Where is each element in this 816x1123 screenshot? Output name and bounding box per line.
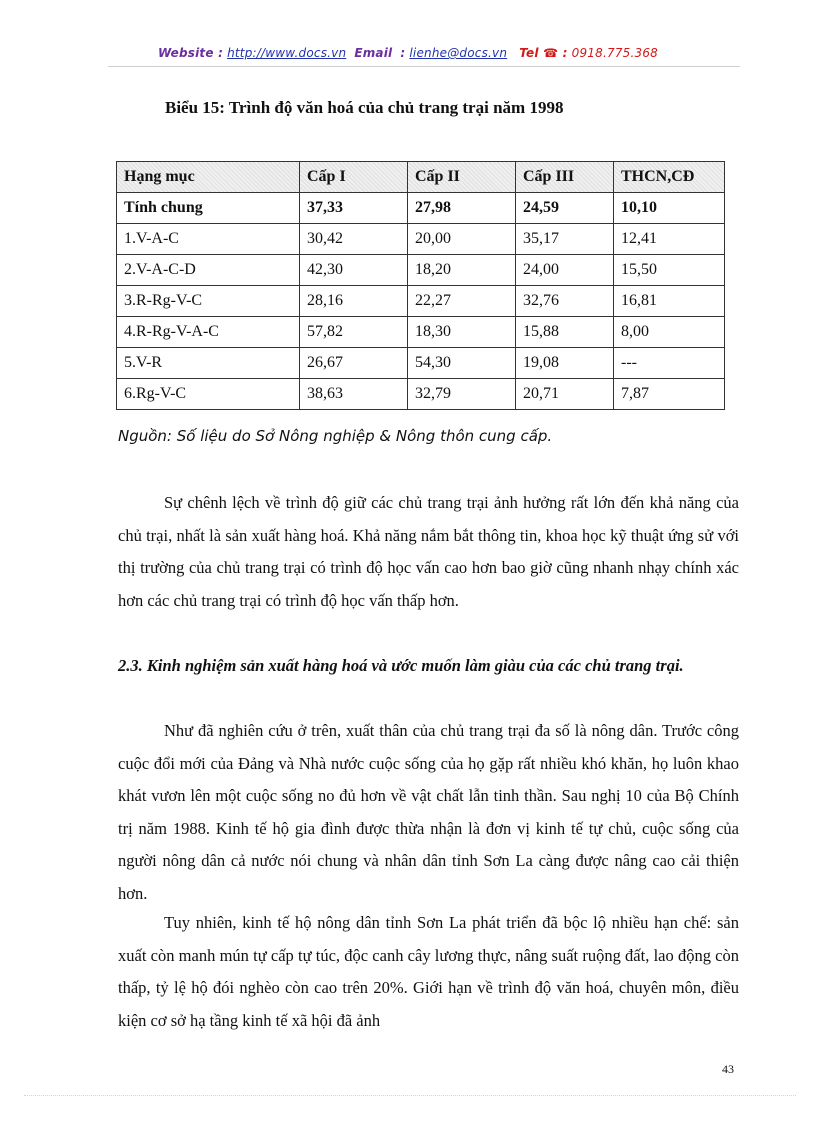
table-cell: 2.V-A-C-D [117,255,300,286]
table-cell: 4.R-Rg-V-A-C [117,317,300,348]
table-cell: 7,87 [614,379,725,410]
table-cell: 19,08 [516,348,614,379]
paragraph-2: Như đã nghiên cứu ở trên, xuất thân của chủ trang trại đa số là nông dân. Trước công cuộc đổi mới của Đảng và Nhà nước cuộc sống của họ gặp rất nhiều khó khăn, họ luôn khao khát vươn lên một cuộc sống no đủ hơn về vật chất lẫn tinh thần. Sau nghị 10 của Bộ Chính trị năm 1988. Kinh tế hộ gia đình được thừa nhận là đơn vị kinh tế tự chủ, cuộc sống của người nông dân cả nước nói chung và nhân dân tỉnh Sơn La càng được nâng cao cải thiện hơn. [118,721,739,903]
tel-value: 0918.775.368 [571,46,659,60]
table-cell: 26,67 [300,348,408,379]
table-cell: 24,59 [516,193,614,224]
table-source-note: Nguồn: Số liệu do Sở Nông nghiệp & Nông thôn cung cấp. [118,427,553,445]
table-row [117,317,725,348]
footer-divider [24,1095,796,1096]
table-cell: 57,82 [300,317,408,348]
table-cell: 28,16 [300,286,408,317]
header-cell: Hạng mục [117,162,300,193]
table-cell: 38,63 [300,379,408,410]
table-row [117,193,725,224]
header-cell: Cấp III [516,162,614,193]
table-cell: 18,20 [408,255,516,286]
table-cell: 22,27 [408,286,516,317]
tel-label: Tel ☎ : [519,46,568,60]
table-cell: 42,30 [300,255,408,286]
table-cell: 32,76 [516,286,614,317]
table-row [117,379,725,410]
table-row [117,348,725,379]
email-label: Email [354,46,393,60]
website-label: Website : [157,46,224,60]
table-cell: 1.V-A-C [117,224,300,255]
table-cell: 20,00 [408,224,516,255]
table-cell: 32,79 [408,379,516,410]
table-cell: --- [614,348,725,379]
table-header-row [117,162,725,193]
table-cell: 18,30 [408,317,516,348]
table-title: Biểu 15: Trình độ văn hoá của chủ trang trại năm 1998 [165,98,564,117]
paragraph-3: Tuy nhiên, kinh tế hộ nông dân tỉnh Sơn La phát triển đã bộc lộ nhiều hạn chế: sản xuất còn manh mún tự cấp tự túc, độc canh cây lương thực, nâng suất ruộng đất, lao động còn thấp, tỷ lệ hộ đói nghèo còn cao trên 20%. Giới hạn về trình độ văn hoá, chuyên môn, điều kiện cơ sở hạ tầng kinh tế xã hội đã ảnh [118,913,739,1030]
table-cell: 8,00 [614,317,725,348]
table-cell: 15,88 [516,317,614,348]
table-cell: 16,81 [614,286,725,317]
education-table [116,161,725,410]
table-cell: 30,42 [300,224,408,255]
table-row [117,255,725,286]
page-number: 43 [722,1062,734,1076]
table-cell: 27,98 [408,193,516,224]
table-cell: 35,17 [516,224,614,255]
table-cell: 5.V-R [117,348,300,379]
header-cell: THCN,CĐ [614,162,725,193]
paragraph-1: Sự chênh lệch về trình độ giữ các chủ trang trại ảnh hưởng rất lớn đến khả năng của chủ trại, nhất là sản xuất hàng hoá. Khả năng nắm bắt thông tin, khoa học kỹ thuật ứng sử với thị trường của chủ trang trại có trình độ học vấn cao hơn bao giờ cũng nhanh nhạy chính xác hơn các chủ trang trại có trình độ học vấn thấp hơn. [118,493,739,610]
table-cell: 10,10 [614,193,725,224]
table-cell: Tính chung [117,193,300,224]
header-divider [108,66,740,67]
table-cell: 3.R-Rg-V-C [117,286,300,317]
section-heading: 2.3. Kinh nghiệm sản xuất hàng hoá và ước muốn làm giàu của các chủ trang trại. [118,656,684,675]
header-cell: Cấp II [408,162,516,193]
table-cell: 24,00 [516,255,614,286]
table-cell: 54,30 [408,348,516,379]
table-row [117,286,725,317]
table-cell: 15,50 [614,255,725,286]
table-cell: 6.Rg-V-C [117,379,300,410]
table-cell: 37,33 [300,193,408,224]
table-cell: 12,41 [614,224,725,255]
email-link[interactable]: lienhe@docs.vn [409,46,508,60]
table-row [117,224,725,255]
page-header [0,46,816,60]
table-cell: 20,71 [516,379,614,410]
header-cell: Cấp I [300,162,408,193]
email-separator: : [400,46,406,60]
website-link[interactable]: http://www.docs.vn [227,46,347,60]
